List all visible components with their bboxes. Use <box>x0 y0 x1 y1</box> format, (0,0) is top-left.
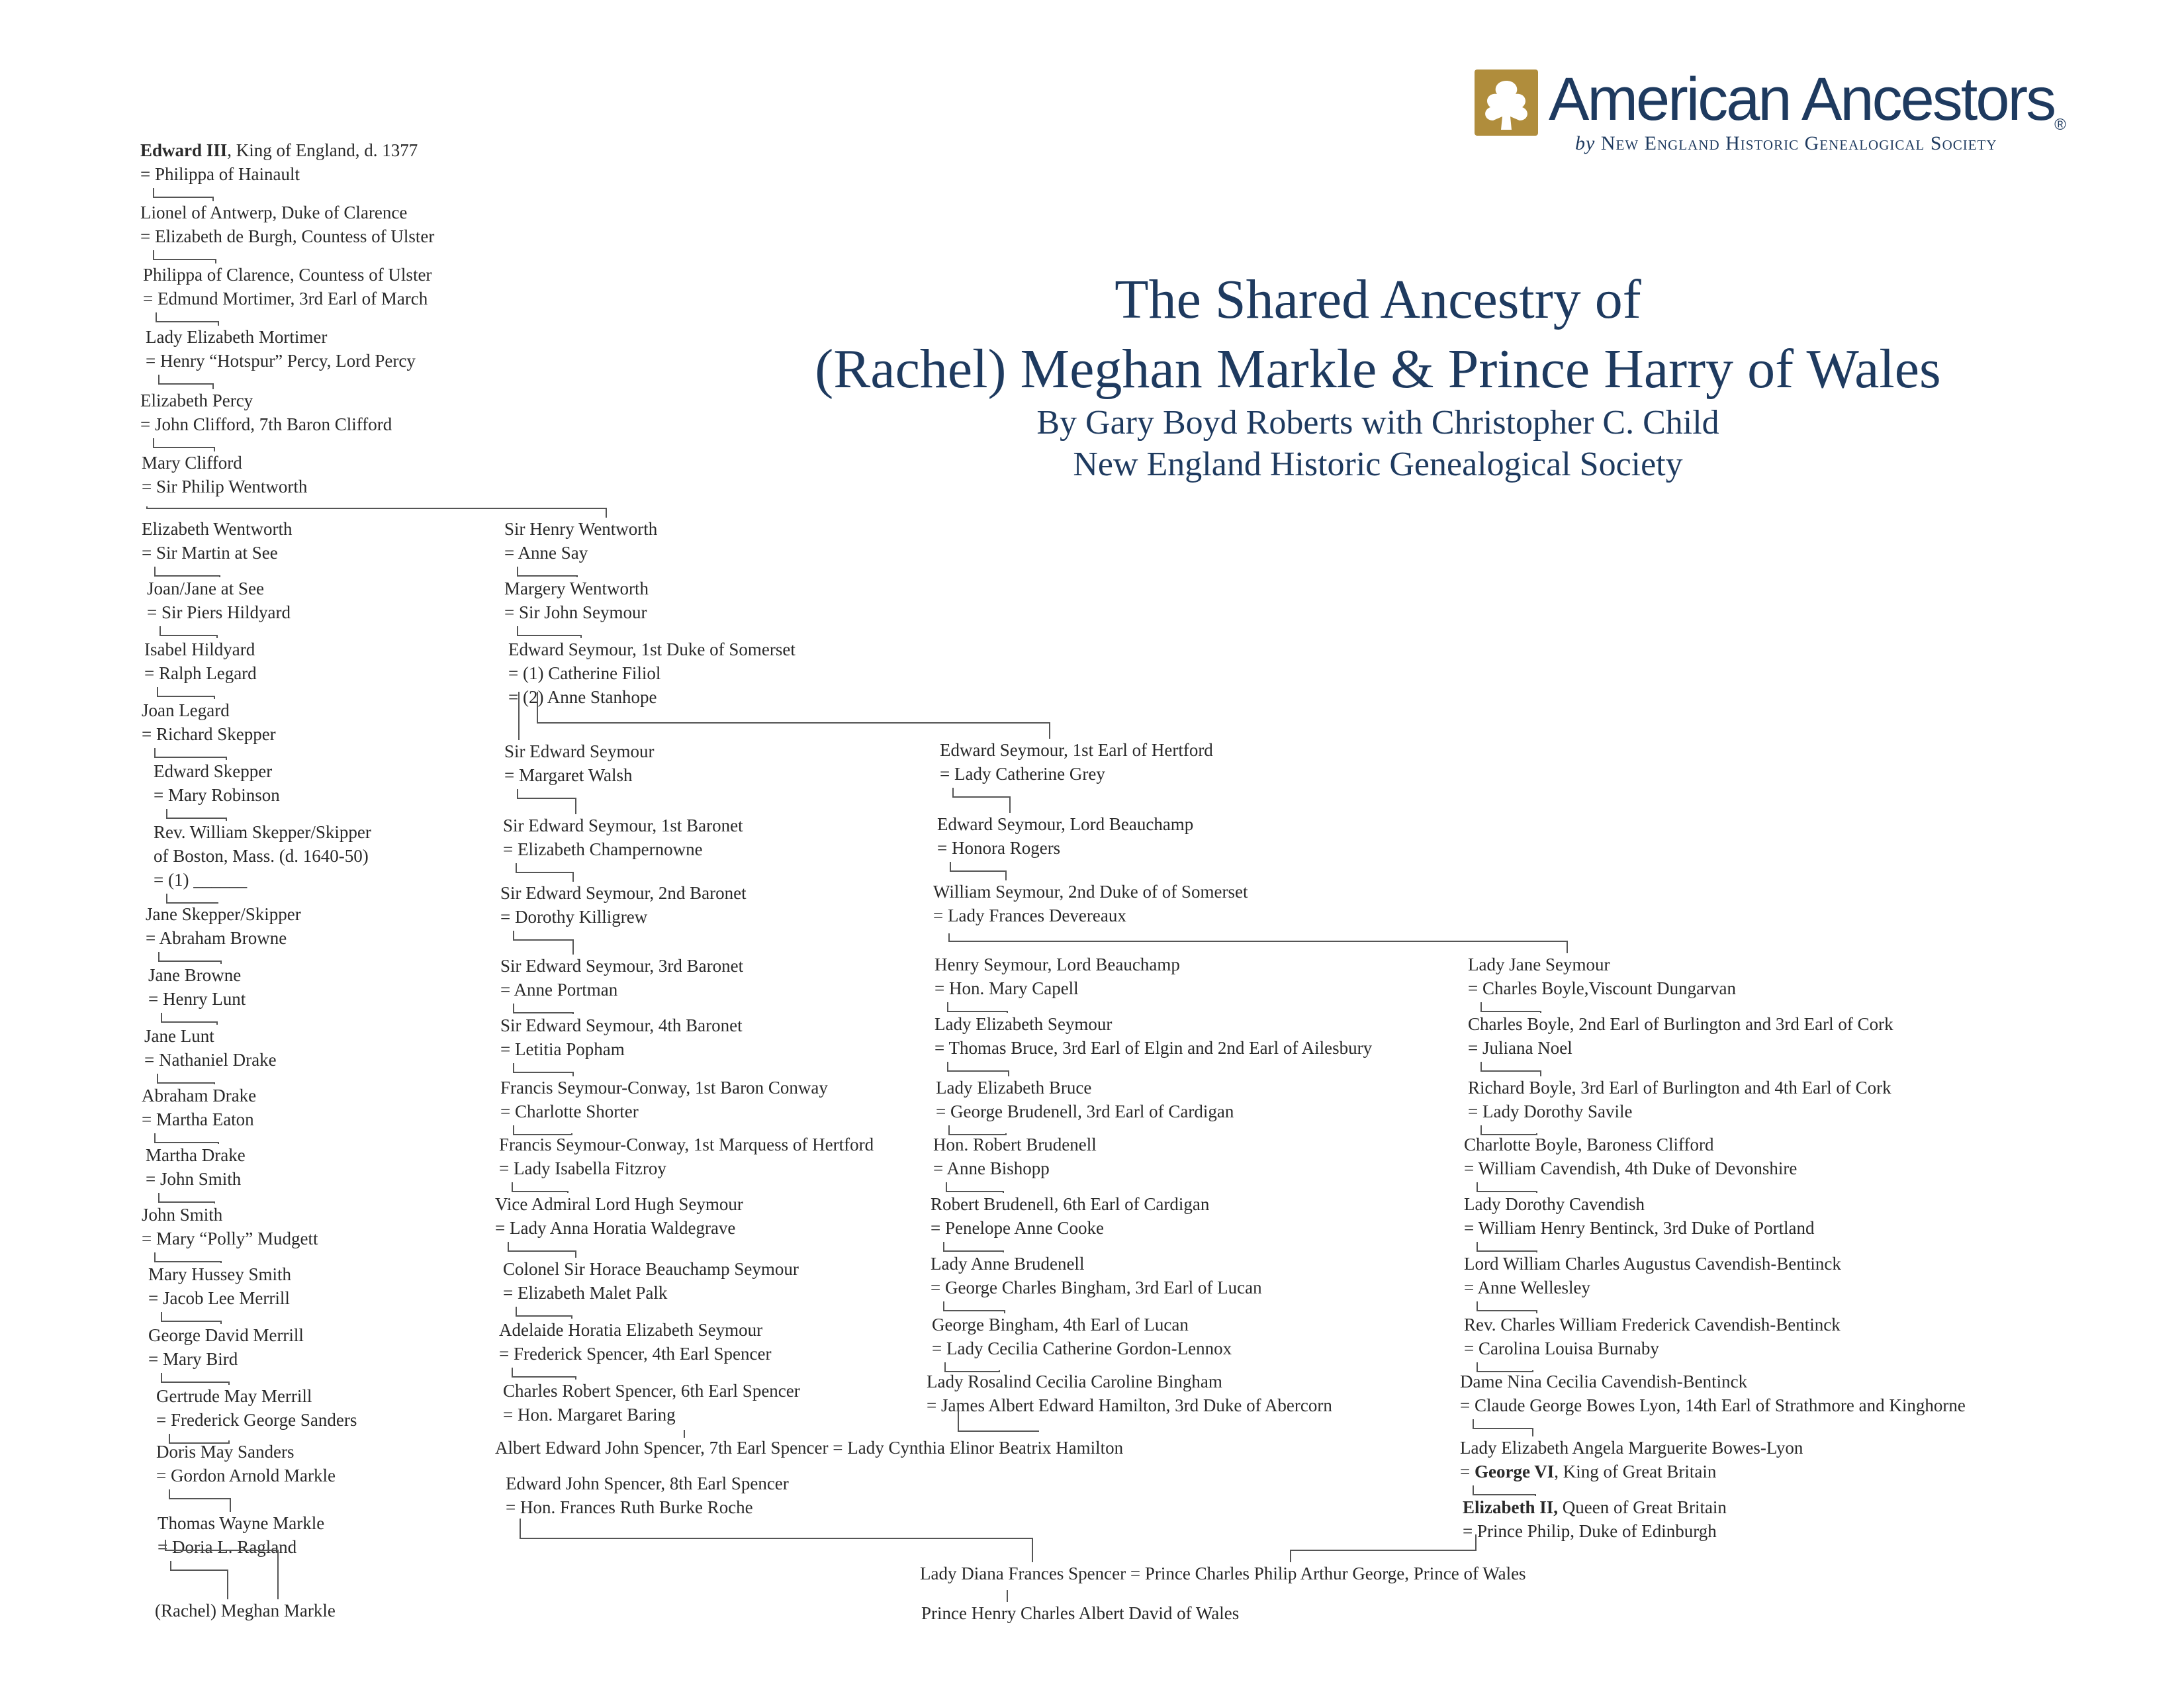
hertford-person-3-line-2: = Lady Frances Devereaux <box>933 906 1126 925</box>
meghan-person-6-line-3: = (1) ______ <box>154 870 248 890</box>
spencer-person-13-line-2: = Hon. Frances Ruth Burke Roche <box>506 1497 753 1517</box>
parents-couple: Lady Diana Frances Spencer = Prince Charles Philip Arthur George, Prince of Wales <box>920 1564 1526 1583</box>
common-descent-line-1 <box>154 188 213 201</box>
meghan-descent-line-16 <box>169 1489 230 1512</box>
boyle-person-7-line-2: = Carolina Louisa Burnaby <box>1464 1338 1659 1358</box>
boyle-person-1-line-2: = Charles Boyle,Viscount Dungarvan <box>1468 978 1737 998</box>
wentworth-person-3-line-2: = (1) Catherine Filiol <box>508 663 661 683</box>
common-person-3-line-1: Philippa of Clarence, Countess of Ulster <box>143 265 432 285</box>
wentworth-person-2-line-1: Margery Wentworth <box>504 579 649 598</box>
hertford-person-3-line-1: William Seymour, 2nd Duke of of Somerset <box>933 882 1248 902</box>
logo-name: American Ancestors® <box>1549 66 2064 134</box>
brudenell-person-3-line-2: = George Brudenell, 3rd Earl of Cardigan <box>936 1102 1234 1121</box>
common-person-2-line-2: = Elizabeth de Burgh, Countess of Ulster <box>140 226 435 246</box>
brudenell-person-6-line-2: = George Charles Bingham, 3rd Earl of Lucan <box>931 1278 1262 1297</box>
meghan-person-17-line-2: = Doria L. Ragland <box>158 1537 297 1557</box>
meghan-person-18-line-1: (Rachel) Meghan Markle <box>155 1601 336 1620</box>
boyle-person-1-line-1: Lady Jane Seymour <box>1468 955 1610 974</box>
boyle-branch-line <box>949 933 1567 953</box>
common-person-5-line-1: Elizabeth Percy <box>140 391 253 410</box>
boyle-person-7-line-1: Rev. Charles William Frederick Cavendish-Bentinck <box>1464 1315 1841 1335</box>
meghan-person-5-line-2: = Mary Robinson <box>154 785 280 805</box>
brudenell-person-7-line-2: = Lady Cecilia Catherine Gordon-Lennox <box>932 1338 1232 1358</box>
wentworth-person-3-line-1: Edward Seymour, 1st Duke of Somerset <box>508 639 796 659</box>
diana-descent-line <box>520 1519 1032 1562</box>
spencer-descent-line-2 <box>516 863 573 882</box>
wentworth-person-1-line-2: = Anne Say <box>504 543 588 563</box>
boyle-person-2-line-2: = Juliana Noel <box>1468 1038 1572 1058</box>
meghan-person-15-line-1: Gertrude May Merrill <box>156 1386 312 1406</box>
meghan-person-15-line-2: = Frederick George Sanders <box>156 1410 357 1430</box>
meghan-descent-line-6 <box>167 894 218 903</box>
common-person-6-line-2: = Sir Philip Wentworth <box>142 477 308 496</box>
meghan-person-17-line-1: Thomas Wayne Markle <box>158 1513 325 1533</box>
meghan-person-4-line-2: = Richard Skepper <box>142 724 276 744</box>
charles-descent-line <box>1291 1534 1476 1562</box>
boyle-person-8-line-2: = Claude George Bowes Lyon, 14th Earl of Strathmore and Kinghorne <box>1460 1395 1966 1415</box>
spencer-descent-line-10 <box>512 1368 576 1380</box>
meghan-person-11-line-2: = John Smith <box>146 1169 242 1189</box>
boyle-descent-line-5 <box>1477 1242 1537 1252</box>
spencer-person-2-line-1: Sir Edward Seymour, 1st Baronet <box>503 816 743 835</box>
common-descent-line-3 <box>156 312 218 326</box>
common-person-4-line-2: = Henry “Hotspur” Percy, Lord Percy <box>146 351 416 371</box>
spencer-person-1-line-1: Sir Edward Seymour <box>504 741 655 761</box>
wentworth-descent-line-2 <box>518 626 581 638</box>
brudenell-person-4-line-2: = Anne Bishopp <box>933 1158 1050 1178</box>
spencer-person-5-line-1: Sir Edward Seymour, 4th Baronet <box>500 1015 743 1035</box>
brudenell-person-3-line-1: Lady Elizabeth Bruce <box>936 1078 1092 1098</box>
meghan-person-16-line-2: = Gordon Arnold Markle <box>156 1466 336 1485</box>
meghan-person-5-line-1: Edward Skepper <box>154 761 273 781</box>
brudenell-person-2-line-2: = Thomas Bruce, 3rd Earl of Elgin and 2nd Earl of Ailesbury <box>934 1038 1373 1058</box>
common-person-2-line-1: Lionel of Antwerp, Duke of Clarence <box>140 203 408 222</box>
meghan-person-12-line-2: = Mary “Polly” Mudgett <box>142 1229 318 1248</box>
boyle-descent-line-1 <box>1481 1002 1541 1013</box>
brudenell-person-8-line-1: Lady Rosalind Cecilia Caroline Bingham <box>927 1372 1222 1391</box>
brudenell-descent-line-7 <box>945 1362 999 1372</box>
boyle-person-9-line-2: = George VI, King of Great Britain <box>1460 1462 1717 1481</box>
boyle-person-5-line-2: = William Henry Bentinck, 3rd Duke of Portland <box>1464 1218 1815 1238</box>
common-person-6-line-1: Mary Clifford <box>142 453 242 473</box>
meghan-person-1-line-2: = Sir Martin at See <box>142 543 278 563</box>
common-descent-line-2 <box>154 250 216 263</box>
boyle-person-3-line-2: = Lady Dorothy Savile <box>1468 1102 1633 1121</box>
meghan-descent-line-3 <box>158 687 214 699</box>
common-person-3-line-2: = Edmund Mortimer, 3rd Earl of March <box>143 289 428 308</box>
spencer-person-9-line-1: Colonel Sir Horace Beauchamp Seymour <box>503 1259 799 1279</box>
meghan-person-8-line-2: = Henry Lunt <box>148 989 246 1009</box>
boyle-person-6-line-2: = Anne Wellesley <box>1464 1278 1591 1297</box>
brudenell-person-5-line-2: = Penelope Anne Cooke <box>931 1218 1104 1238</box>
spencer-person-7-line-1: Francis Seymour-Conway, 1st Marquess of Hertford <box>499 1135 874 1154</box>
common-person-1-line-1: Edward III, King of England, d. 1377 <box>140 140 418 160</box>
hertford-person-2-line-1: Edward Seymour, Lord Beauchamp <box>937 814 1194 834</box>
boyle-person-5-line-1: Lady Dorothy Cavendish <box>1464 1194 1645 1214</box>
title-line-1: The Shared Ancestry of <box>1115 269 1641 330</box>
meghan-descent-line-7 <box>159 952 221 964</box>
meghan-descent-line-17 <box>171 1561 228 1599</box>
spencer-person-10-line-2: = Frederick Spencer, 4th Earl Spencer <box>499 1344 772 1364</box>
hertford-descent-line-1 <box>953 788 1010 813</box>
meghan-person-3-line-1: Isabel Hildyard <box>144 639 255 659</box>
logo-subtitle: by New England Historic Genealogical Society <box>1575 132 1997 154</box>
spencer-person-13-line-1: Edward John Spencer, 8th Earl Spencer <box>506 1474 789 1493</box>
meghan-person-3-line-2: = Ralph Legard <box>144 663 257 683</box>
spencer-person-7-line-2: = Lady Isabella Fitzroy <box>499 1158 666 1178</box>
boyle-descent-line-8 <box>1473 1419 1533 1436</box>
brudenell-person-6-line-1: Lady Anne Brudenell <box>931 1254 1085 1274</box>
meghan-person-12-line-1: John Smith <box>142 1205 223 1225</box>
meghan-descent-line-4 <box>155 748 226 760</box>
boyle-person-2-line-1: Charles Boyle, 2nd Earl of Burlington and 3rd Earl of Cork <box>1468 1014 1893 1034</box>
spencer-person-8-line-1: Vice Admiral Lord Hugh Seymour <box>495 1194 743 1214</box>
boyle-descent-line-6 <box>1477 1301 1537 1313</box>
meghan-descent-line-12 <box>155 1252 221 1263</box>
meghan-person-10-line-2: = Martha Eaton <box>142 1109 254 1129</box>
spencer-descent-line-9 <box>516 1307 572 1319</box>
boyle-descent-line-3 <box>1481 1125 1537 1135</box>
hertford-descent-line-2 <box>950 862 1006 880</box>
brudenell-descent-line-4 <box>946 1182 1003 1193</box>
hertford-person-1-line-2: = Lady Catherine Grey <box>940 764 1105 784</box>
meghan-descent-line-14 <box>161 1373 229 1385</box>
hertford-person-2-line-2: = Honora Rogers <box>937 838 1061 858</box>
meghan-descent-line-9 <box>158 1074 214 1084</box>
brudenell-person-1-line-1: Henry Seymour, Lord Beauchamp <box>934 955 1180 974</box>
meghan-descent-line-10 <box>155 1133 218 1144</box>
meghan-person-11-line-1: Martha Drake <box>146 1145 246 1165</box>
meghan-person-14-line-1: George David Merrill <box>148 1325 304 1345</box>
meghan-descent-line-11 <box>159 1193 214 1203</box>
boyle-person-9-line-1: Lady Elizabeth Angela Marguerite Bowes-Lyon <box>1460 1438 1803 1458</box>
wentworth-descent-line-1 <box>518 567 577 577</box>
spencer-person-2-line-2: = Elizabeth Champernowne <box>503 839 703 859</box>
common-descent-line-5 <box>154 438 214 451</box>
brudenell-descent-line-5 <box>944 1242 1003 1252</box>
spencer-person-3-line-2: = Dorothy Killigrew <box>500 907 648 927</box>
boyle-descent-line-4 <box>1477 1182 1537 1193</box>
boyle-descent-line-2 <box>1481 1062 1541 1076</box>
spencer-descent-line-1 <box>518 789 576 814</box>
boyle-person-4-line-2: = William Cavendish, 4th Duke of Devonshire <box>1464 1158 1797 1178</box>
spencer-person-8-line-2: = Lady Anna Horatia Waldegrave <box>495 1218 736 1238</box>
meghan-person-7-line-1: Jane Skepper/Skipper <box>146 904 301 924</box>
common-descent-line-4 <box>159 375 213 389</box>
meghan-person-6-line-2: of Boston, Mass. (d. 1640-50) <box>154 846 369 866</box>
wentworth-person-3-line-3: = (2) Anne Stanhope <box>508 687 657 707</box>
common-person-4-line-1: Lady Elizabeth Mortimer <box>146 327 328 347</box>
spencer-descent-line-6 <box>514 1125 572 1135</box>
spencer-descent-line-7 <box>512 1182 568 1193</box>
brudenell-person-7-line-1: George Bingham, 4th Earl of Lucan <box>932 1315 1189 1335</box>
spencer-person-4-line-2: = Anne Portman <box>500 980 618 1000</box>
meghan-person-6-line-1: Rev. William Skepper/Skipper <box>154 822 371 842</box>
meghan-descent-line-8 <box>161 1013 217 1025</box>
boyle-person-3-line-1: Richard Boyle, 3rd Earl of Burlington and 4th Earl of Cork <box>1468 1078 1891 1098</box>
meghan-descent-line-2 <box>160 626 217 638</box>
connector-lines <box>147 188 1567 1602</box>
brudenell-descent-line-6 <box>944 1301 1005 1313</box>
boyle-person-4-line-1: Charlotte Boyle, Baroness Clifford <box>1464 1135 1714 1154</box>
common-person-1-line-2: = Philippa of Hainault <box>140 164 300 184</box>
boyle-person-8-line-1: Dame Nina Cecilia Cavendish-Bentinck <box>1460 1372 1748 1391</box>
brudenell-descent-line-1 <box>948 1002 1007 1013</box>
brudenell-person-1-line-2: = Hon. Mary Capell <box>934 978 1079 998</box>
meghan-descent-line-5 <box>167 809 226 821</box>
title-line-3: By Gary Boyd Roberts with Christopher C. Child <box>1036 404 1719 442</box>
brudenell-person-2-line-1: Lady Elizabeth Seymour <box>934 1014 1113 1034</box>
meghan-person-13-line-2: = Jacob Lee Merrill <box>148 1288 290 1308</box>
meghan-person-7-line-2: = Abraham Browne <box>146 928 287 948</box>
meghan-person-4-line-1: Joan Legard <box>142 700 230 720</box>
title-line-4: New England Historic Genealogical Society <box>1073 445 1683 483</box>
spencer-person-11-line-2: = Hon. Margaret Baring <box>503 1405 676 1425</box>
spencer-descent-line-8 <box>508 1242 576 1258</box>
spencer-person-1-line-2: = Margaret Walsh <box>504 765 633 785</box>
meghan-descent-line-13 <box>161 1312 221 1324</box>
wentworth-person-2-line-2: = Sir John Seymour <box>504 602 647 622</box>
meghan-person-9-line-1: Jane Lunt <box>144 1026 214 1046</box>
oak-leaf-icon <box>1475 70 1538 136</box>
brudenell-person-4-line-1: Hon. Robert Brudenell <box>933 1135 1097 1154</box>
spencer-person-9-line-2: = Elizabeth Malet Palk <box>503 1283 668 1303</box>
spencer-person-6-line-2: = Charlotte Shorter <box>500 1102 639 1121</box>
meghan-person-9-line-2: = Nathaniel Drake <box>144 1050 277 1070</box>
spencer-person-3-line-1: Sir Edward Seymour, 2nd Baronet <box>500 883 747 903</box>
common-person-5-line-2: = John Clifford, 7th Baron Clifford <box>140 414 392 434</box>
brudenell-person-8-line-2: = James Albert Edward Hamilton, 3rd Duke of Abercorn <box>927 1395 1332 1415</box>
meghan-person-13-line-1: Mary Hussey Smith <box>148 1264 291 1284</box>
boyle-person-10-line-1: Elizabeth II, Queen of Great Britain <box>1463 1497 1727 1517</box>
spencer-descent-line-4 <box>514 1004 573 1014</box>
spencer-person-10-line-1: Adelaide Horatia Elizabeth Seymour <box>499 1320 763 1340</box>
spencer-person-11-line-1: Charles Robert Spencer, 6th Earl Spencer <box>503 1381 800 1401</box>
meghan-person-1-line-1: Elizabeth Wentworth <box>142 519 293 539</box>
meghan-person-2-line-2: = Sir Piers Hildyard <box>147 602 291 622</box>
spencer-person-5-line-2: = Letitia Popham <box>500 1039 625 1059</box>
boyle-person-6-line-1: Lord William Charles Augustus Cavendish-Bentinck <box>1464 1254 1841 1274</box>
boyle-descent-line-9 <box>1473 1485 1535 1496</box>
brudenell-descent-line-3 <box>949 1125 1006 1135</box>
prince-harry: Prince Henry Charles Albert David of Wales <box>921 1603 1240 1623</box>
boyle-descent-line-7 <box>1477 1362 1533 1372</box>
spencer-descent-line-3 <box>514 931 573 955</box>
brudenell-descent-line-2 <box>948 1062 1009 1076</box>
boyle-person-10-line-2: = Prince Philip, Duke of Edinburgh <box>1463 1521 1717 1541</box>
brudenell-person-5-line-1: Robert Brudenell, 6th Earl of Cardigan <box>931 1194 1210 1214</box>
title-line-2: (Rachel) Meghan Markle & Prince Harry of Wales <box>815 338 1941 400</box>
meghan-person-8-line-1: Jane Browne <box>148 965 242 985</box>
spencer-person-12-line-1: Albert Edward John Spencer, 7th Earl Spencer = Lady Cynthia Elinor Beatrix Hamilton <box>495 1438 1124 1458</box>
wentworth-person-1-line-1: Sir Henry Wentworth <box>504 519 658 539</box>
spencer-descent-line-5 <box>514 1063 573 1076</box>
meghan-person-10-line-1: Abraham Drake <box>142 1086 257 1105</box>
spencer-person-6-line-1: Francis Seymour-Conway, 1st Baron Conway <box>500 1078 828 1098</box>
spencer-person-4-line-1: Sir Edward Seymour, 3rd Baronet <box>500 956 744 976</box>
meghan-person-16-line-1: Doris May Sanders <box>156 1442 295 1462</box>
hertford-person-1-line-1: Edward Seymour, 1st Earl of Hertford <box>940 740 1213 760</box>
meghan-descent-line-1 <box>155 567 220 577</box>
meghan-person-2-line-1: Joan/Jane at See <box>147 579 264 598</box>
wentworth-branch-line <box>147 506 606 518</box>
meghan-person-14-line-2: = Mary Bird <box>148 1349 238 1369</box>
